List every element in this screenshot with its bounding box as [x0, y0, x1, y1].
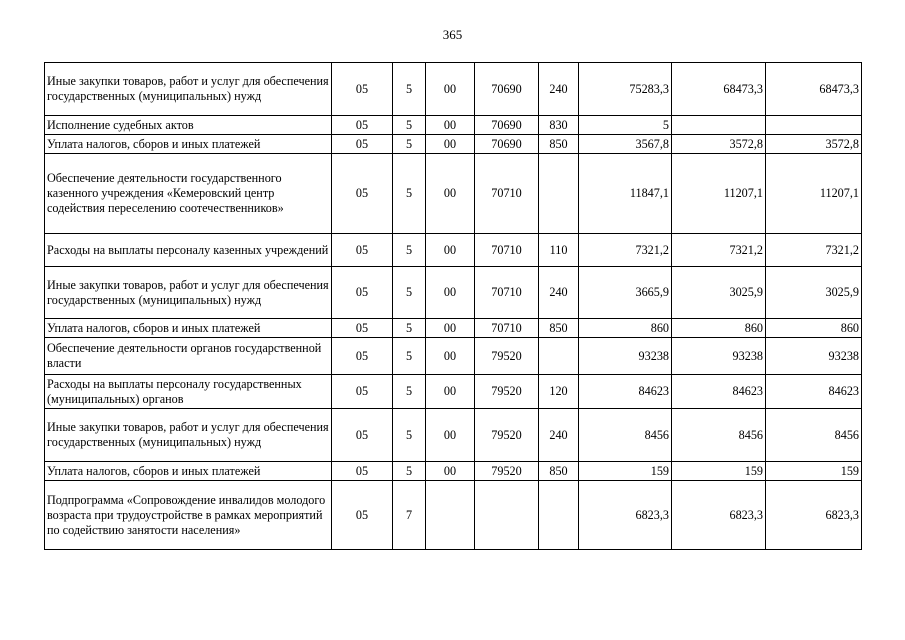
- amount-year2-cell: [672, 116, 766, 135]
- amount-year3-cell: 7321,2: [766, 234, 862, 267]
- expense-name-cell: Иные закупки товаров, работ и услуг для обеспечения государственных (муниципальных) нужд: [45, 409, 332, 462]
- table-row: [45, 462, 862, 481]
- section-code-cell: 05: [332, 135, 393, 154]
- amount-year3-cell: [766, 116, 862, 135]
- amount-year2-cell: 93238: [672, 338, 766, 375]
- amount-year1-cell: 3665,9: [579, 267, 672, 319]
- target-article-cell: 79520: [475, 462, 539, 481]
- expense-name-cell: Иные закупки товаров, работ и услуг для обеспечения государственных (муниципальных) нужд: [45, 63, 332, 116]
- target-article-cell: 70710: [475, 154, 539, 234]
- amount-year1-cell: 3567,8: [579, 135, 672, 154]
- table-row: [45, 116, 862, 135]
- expense-type-cell: 240: [539, 63, 579, 116]
- table-row: [45, 375, 862, 409]
- program-code-cell: 00: [426, 267, 475, 319]
- amount-year1-cell: 11847,1: [579, 154, 672, 234]
- expense-type-cell: 120: [539, 375, 579, 409]
- amount-year1-cell: 75283,3: [579, 63, 672, 116]
- amount-year3-cell: 6823,3: [766, 481, 862, 550]
- expense-type-cell: 240: [539, 267, 579, 319]
- table-row: [45, 481, 862, 550]
- program-code-cell: 00: [426, 63, 475, 116]
- expense-name-cell: Иные закупки товаров, работ и услуг для обеспечения государственных (муниципальных) нужд: [45, 267, 332, 319]
- expense-type-cell: [539, 338, 579, 375]
- subsection-code-cell: 5: [393, 319, 426, 338]
- section-code-cell: 05: [332, 462, 393, 481]
- amount-year1-cell: 93238: [579, 338, 672, 375]
- subsection-code-cell: 7: [393, 481, 426, 550]
- target-article-cell: 79520: [475, 338, 539, 375]
- program-code-cell: 00: [426, 409, 475, 462]
- section-code-cell: 05: [332, 154, 393, 234]
- amount-year1-cell: 6823,3: [579, 481, 672, 550]
- amount-year2-cell: 6823,3: [672, 481, 766, 550]
- target-article-cell: 70710: [475, 319, 539, 338]
- table-row: [45, 409, 862, 462]
- budget-table: [44, 62, 862, 550]
- amount-year3-cell: 84623: [766, 375, 862, 409]
- program-code-cell: 00: [426, 234, 475, 267]
- expense-type-cell: 830: [539, 116, 579, 135]
- subsection-code-cell: 5: [393, 338, 426, 375]
- subsection-code-cell: 5: [393, 462, 426, 481]
- program-code-cell: 00: [426, 462, 475, 481]
- expense-name-cell: Обеспечение деятельности органов государственной власти: [45, 338, 332, 375]
- program-code-cell: 00: [426, 154, 475, 234]
- expense-type-cell: 240: [539, 409, 579, 462]
- expense-type-cell: [539, 154, 579, 234]
- amount-year1-cell: 159: [579, 462, 672, 481]
- section-code-cell: 05: [332, 63, 393, 116]
- section-code-cell: 05: [332, 375, 393, 409]
- subsection-code-cell: 5: [393, 234, 426, 267]
- program-code-cell: 00: [426, 338, 475, 375]
- table-row: [45, 63, 862, 116]
- amount-year3-cell: 3025,9: [766, 267, 862, 319]
- amount-year2-cell: 860: [672, 319, 766, 338]
- table-row: [45, 135, 862, 154]
- subsection-code-cell: 5: [393, 154, 426, 234]
- section-code-cell: 05: [332, 338, 393, 375]
- section-code-cell: 05: [332, 267, 393, 319]
- subsection-code-cell: 5: [393, 375, 426, 409]
- table-row: [45, 154, 862, 234]
- amount-year1-cell: 7321,2: [579, 234, 672, 267]
- amount-year3-cell: 159: [766, 462, 862, 481]
- page-number: 365: [442, 27, 463, 42]
- target-article-cell: [475, 481, 539, 550]
- target-article-cell: 70690: [475, 63, 539, 116]
- amount-year1-cell: 5: [579, 116, 672, 135]
- target-article-cell: 70690: [475, 116, 539, 135]
- target-article-cell: 70710: [475, 267, 539, 319]
- amount-year2-cell: 3025,9: [672, 267, 766, 319]
- table-row: [45, 234, 862, 267]
- expense-name-cell: Исполнение судебных актов: [45, 116, 332, 135]
- expense-type-cell: 850: [539, 319, 579, 338]
- expense-name-cell: Подпрограмма «Сопровождение инвалидов молодого возраста при трудоустройстве в рамках мероприятий по содействию занятости населения»: [45, 481, 332, 550]
- expense-name-cell: Расходы на выплаты персоналу государственных (муниципальных) органов: [45, 375, 332, 409]
- program-code-cell: 00: [426, 135, 475, 154]
- target-article-cell: 79520: [475, 375, 539, 409]
- table-row: [45, 338, 862, 375]
- subsection-code-cell: 5: [393, 135, 426, 154]
- program-code-cell: [426, 481, 475, 550]
- table-row: [45, 319, 862, 338]
- subsection-code-cell: 5: [393, 267, 426, 319]
- target-article-cell: 70710: [475, 234, 539, 267]
- amount-year3-cell: 68473,3: [766, 63, 862, 116]
- section-code-cell: 05: [332, 116, 393, 135]
- expense-name-cell: Расходы на выплаты персоналу казенных учреждений: [45, 234, 332, 267]
- section-code-cell: 05: [332, 481, 393, 550]
- program-code-cell: 00: [426, 319, 475, 338]
- amount-year3-cell: 3572,8: [766, 135, 862, 154]
- amount-year3-cell: 860: [766, 319, 862, 338]
- expense-name-cell: Уплата налогов, сборов и иных платежей: [45, 319, 332, 338]
- section-code-cell: 05: [332, 409, 393, 462]
- expense-type-cell: [539, 481, 579, 550]
- amount-year3-cell: 11207,1: [766, 154, 862, 234]
- expense-type-cell: 850: [539, 462, 579, 481]
- expense-type-cell: 110: [539, 234, 579, 267]
- amount-year1-cell: 8456: [579, 409, 672, 462]
- amount-year1-cell: 860: [579, 319, 672, 338]
- target-article-cell: 70690: [475, 135, 539, 154]
- subsection-code-cell: 5: [393, 409, 426, 462]
- amount-year2-cell: 11207,1: [672, 154, 766, 234]
- expense-name-cell: Уплата налогов, сборов и иных платежей: [45, 135, 332, 154]
- subsection-code-cell: 5: [393, 116, 426, 135]
- amount-year2-cell: 68473,3: [672, 63, 766, 116]
- subsection-code-cell: 5: [393, 63, 426, 116]
- expense-name-cell: Уплата налогов, сборов и иных платежей: [45, 462, 332, 481]
- table-row: [45, 267, 862, 319]
- program-code-cell: 00: [426, 116, 475, 135]
- target-article-cell: 79520: [475, 409, 539, 462]
- amount-year3-cell: 8456: [766, 409, 862, 462]
- amount-year2-cell: 159: [672, 462, 766, 481]
- expense-name-cell: Обеспечение деятельности государственного казенного учреждения «Кемеровский центр содействия переселению соотечественников»: [45, 154, 332, 234]
- amount-year3-cell: 93238: [766, 338, 862, 375]
- amount-year2-cell: 84623: [672, 375, 766, 409]
- section-code-cell: 05: [332, 234, 393, 267]
- amount-year2-cell: 8456: [672, 409, 766, 462]
- expense-type-cell: 850: [539, 135, 579, 154]
- amount-year1-cell: 84623: [579, 375, 672, 409]
- amount-year2-cell: 3572,8: [672, 135, 766, 154]
- section-code-cell: 05: [332, 319, 393, 338]
- amount-year2-cell: 7321,2: [672, 234, 766, 267]
- program-code-cell: 00: [426, 375, 475, 409]
